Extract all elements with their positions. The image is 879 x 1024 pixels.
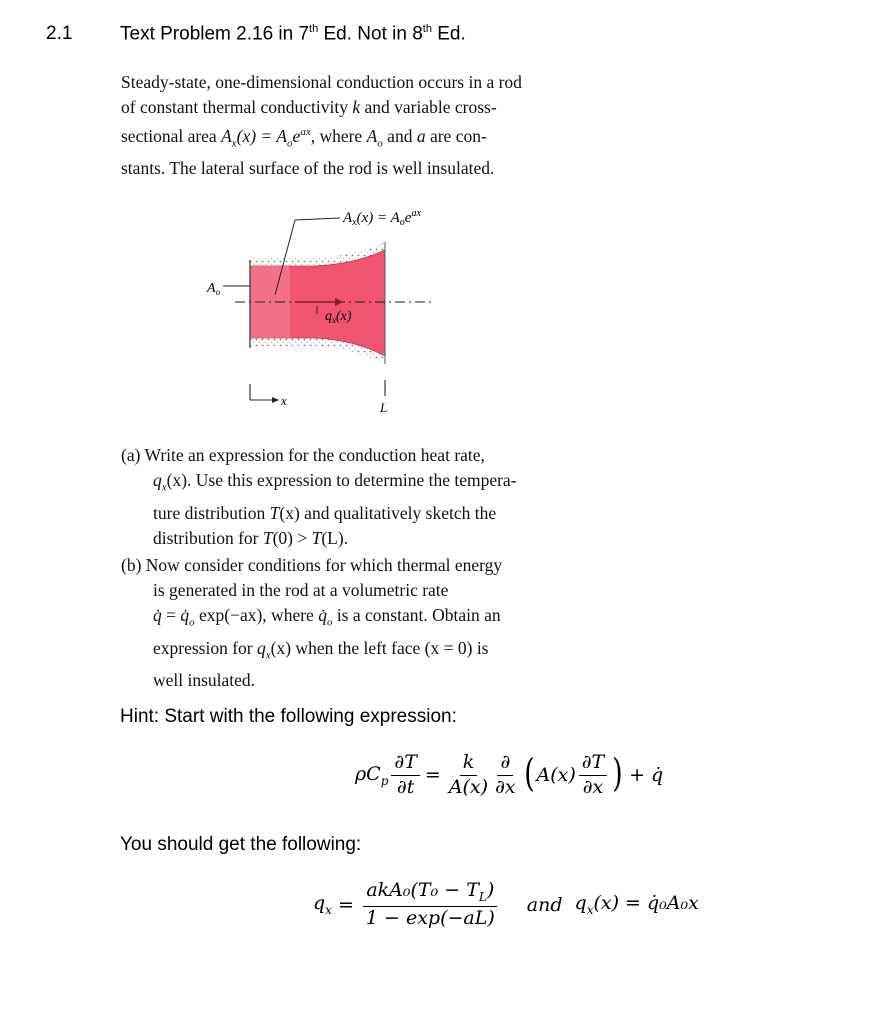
answer-numerator: $akA_0(T_0 - T_L)$ xyxy=(363,880,497,907)
x-label: x xyxy=(281,393,287,408)
eq-inner: A(x) xyxy=(536,764,576,787)
eq-frac-dtdx: $\frac{\partial T}{\partial x}$ xyxy=(579,752,608,799)
area-label: $A_x(x) = A_oe^{ax}$ xyxy=(343,208,421,228)
part-a-line-1: (a) Write an expression for the conduction heat rate, xyxy=(121,445,485,465)
eq-frac-ddx: $\frac{\partial}{\partial x}$ xyxy=(495,751,516,798)
area-leader-h xyxy=(295,218,340,220)
eq-paren-open: ( xyxy=(523,751,535,796)
part-a-line-3: ture distribution T(x) and qualitatively sketch the xyxy=(153,502,497,523)
part-b-line-4: expression for $q_x(x)$ when the left face (x = 0) is xyxy=(153,637,489,661)
header-suffix: Ed. xyxy=(431,23,466,45)
statement-line-2: of constant thermal conductivity k and variable cross- xyxy=(121,97,497,117)
part-b xyxy=(121,553,591,693)
answer-and: and xyxy=(526,893,563,916)
answer-fraction xyxy=(363,880,498,929)
hint-text: Hint: Start with the following expression: xyxy=(120,706,457,727)
eq-paren-close: ) xyxy=(612,751,623,796)
eq-source-term: + q̇ xyxy=(629,764,664,787)
part-b-line-5: well insulated. xyxy=(153,670,256,690)
header-sup-8: th xyxy=(422,23,432,35)
statement-line-1: Steady-state, one-dimensional conduction occurs in a rod xyxy=(121,72,522,92)
header-middle: Ed. Not in 8 xyxy=(318,23,423,45)
part-a-label: (a) xyxy=(121,445,141,465)
answer-denominator: 1 − exp(−aL) xyxy=(365,906,495,929)
answer-lhs: $q_x$ xyxy=(313,892,332,918)
eq-frac-k: $\frac{k}{A(x)}$ xyxy=(448,751,489,798)
statement-line-4: stants. The lateral surface of the rod is well insulated. xyxy=(121,158,495,179)
rod-figure xyxy=(195,200,485,425)
answer-equals: = xyxy=(337,893,354,916)
part-a-line-4: distribution for T(0) > T(L). xyxy=(153,527,349,548)
statement-line-3: sectional area $A_x(x) = A_oe^{ax}$, where $A_o$ and a are con- xyxy=(121,125,487,150)
part-a xyxy=(121,443,591,551)
governing-equation xyxy=(355,752,663,799)
answer-text: You should get the following: xyxy=(120,834,362,855)
l-label: L xyxy=(380,400,388,415)
eq-frac-dtdt: $\frac{\partial T}{\partial t}$ xyxy=(391,752,420,799)
problem-header xyxy=(120,23,466,45)
x-axis-arrowhead xyxy=(272,397,279,403)
part-b-line-1: (b) Now consider conditions for which thermal energy xyxy=(121,555,503,575)
problem-statement xyxy=(121,70,591,181)
eq-equals: = xyxy=(424,764,441,787)
eq-lhs: $\rho C_p$ xyxy=(355,762,389,788)
ao-label: $A_o$ xyxy=(207,281,221,297)
answer-equation xyxy=(313,880,699,929)
problem-number: 2.1 xyxy=(46,23,73,44)
q-label: $q_x(x)$ xyxy=(325,309,352,325)
part-b-line-3: q̇ = $q̇_o$ exp(−ax), where $q̇_o$ is a constant. Obtain an xyxy=(153,605,501,629)
part-a-line-2: $q_x(x)$. Use this expression to determine the tempera- xyxy=(153,470,517,494)
header-prefix: Text Problem 2.16 in 7 xyxy=(120,23,310,45)
answer-second: $q_x(x)$ = q̇₀A₀x xyxy=(574,892,699,918)
part-b-label: (b) xyxy=(121,555,142,575)
part-b-line-2: is generated in the rod at a volumetric rate xyxy=(153,580,449,600)
header-sup-7: th xyxy=(309,23,319,35)
